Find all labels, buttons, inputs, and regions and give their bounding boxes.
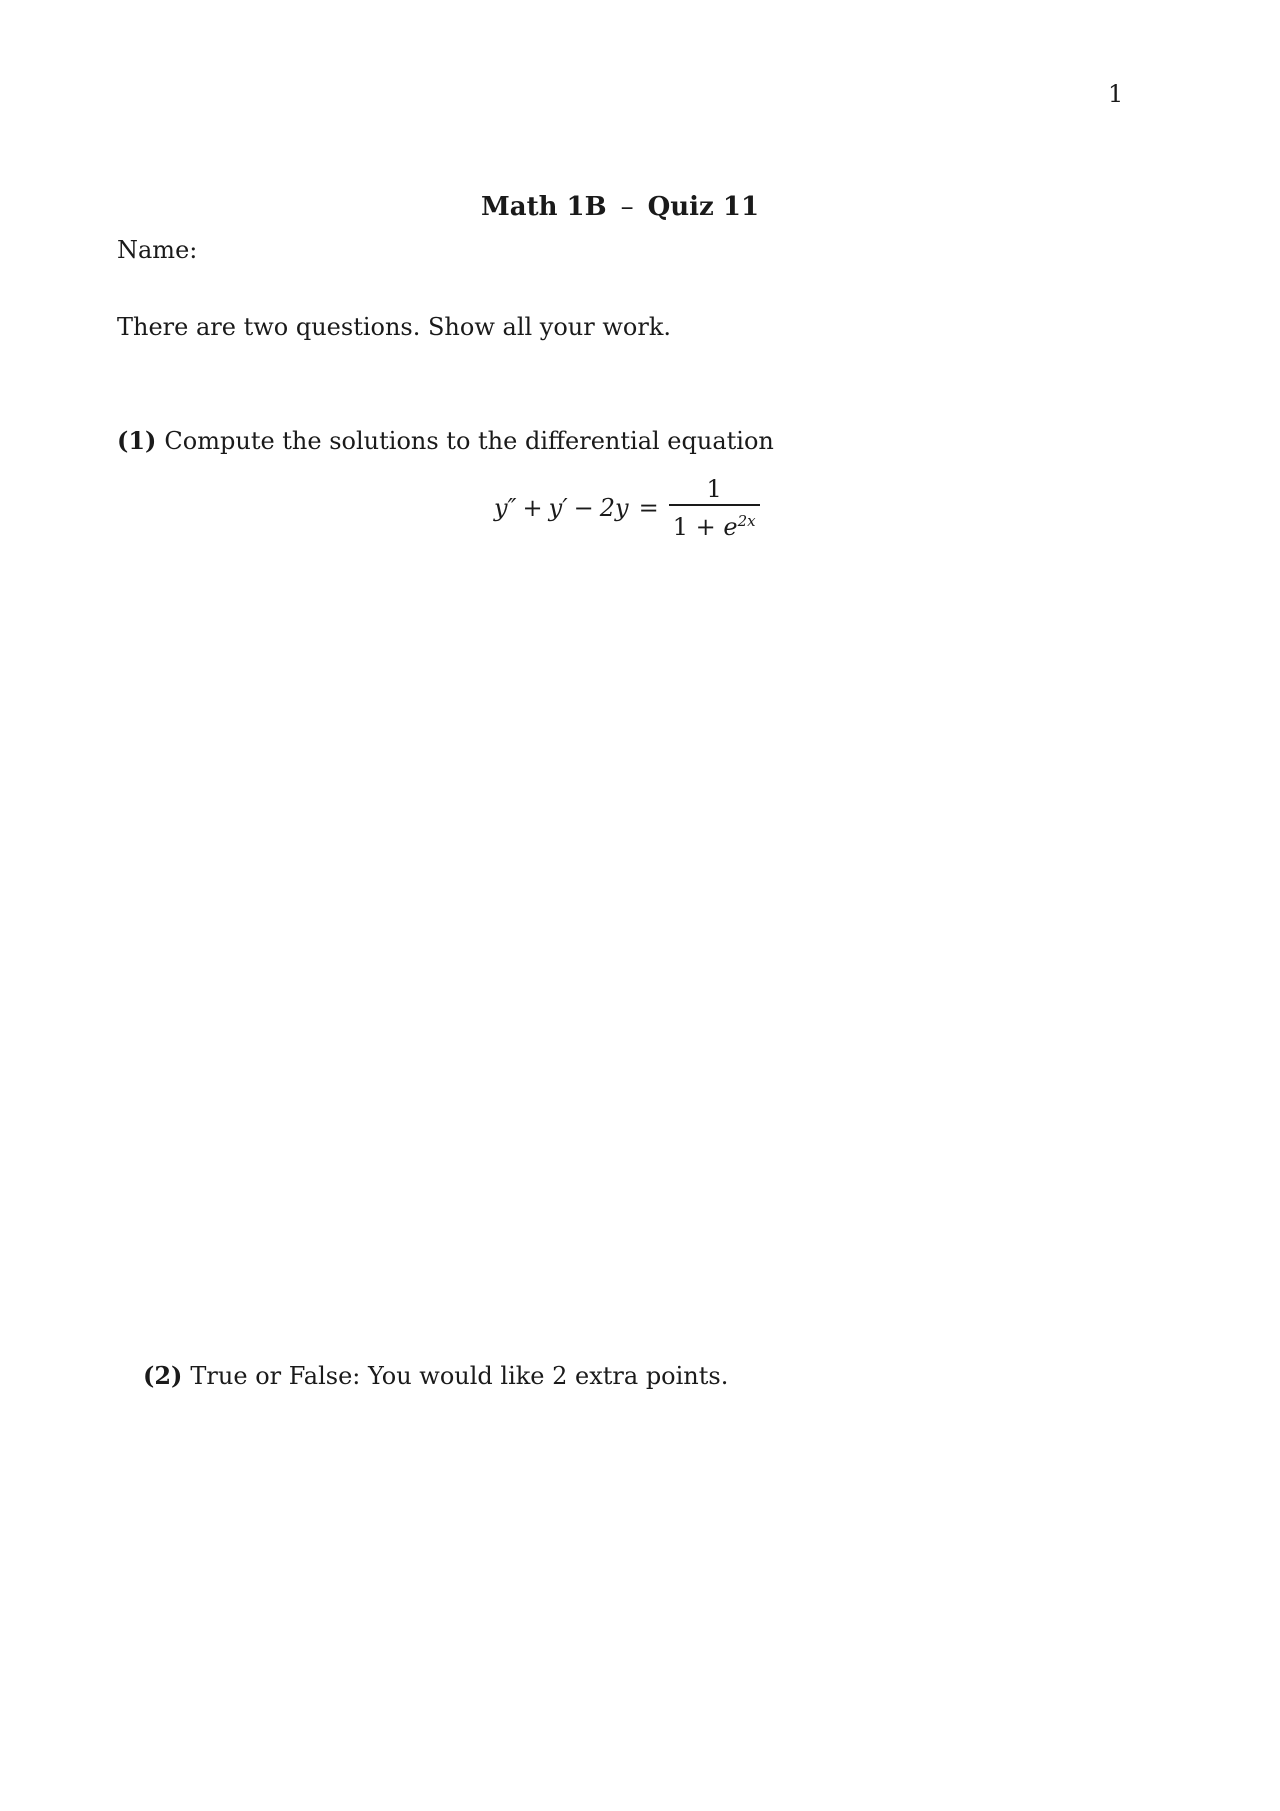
equation-lhs — [494, 494, 629, 522]
equation-equals: = — [638, 494, 659, 522]
question-1-number: (1) — [117, 426, 157, 455]
equation-term-y-prime: y′ — [548, 494, 568, 522]
name-label: Name: — [117, 236, 198, 264]
question-1 — [117, 427, 774, 455]
question-1-text: Compute the solutions to the differential equation — [164, 427, 774, 455]
equation-term-2y: 2y — [599, 494, 629, 522]
fraction-numerator: 1 — [706, 475, 722, 504]
denominator-exponent: 2x — [737, 511, 756, 530]
page-title — [0, 192, 1240, 222]
differential-equation — [494, 475, 760, 541]
instructions-text: There are two questions. Show all your work. — [117, 313, 672, 341]
denominator-e: e — [723, 512, 738, 541]
title-course: Math 1B — [480, 192, 607, 222]
equation-minus: − — [573, 494, 594, 522]
question-2-number: (2) — [143, 1361, 183, 1390]
equation-term-y-double-prime: y″ — [494, 494, 517, 522]
title-separator: – — [620, 192, 634, 222]
fraction-denominator — [669, 506, 760, 540]
equation-plus: + — [522, 494, 543, 522]
title-quiz: Quiz 11 — [647, 192, 760, 222]
denominator-base: 1 + — [672, 512, 716, 541]
page-number: 1 — [1108, 80, 1124, 108]
equation-fraction — [669, 476, 760, 540]
question-2 — [143, 1362, 728, 1390]
question-2-text: True or False: You would like 2 extra points. — [190, 1362, 729, 1390]
